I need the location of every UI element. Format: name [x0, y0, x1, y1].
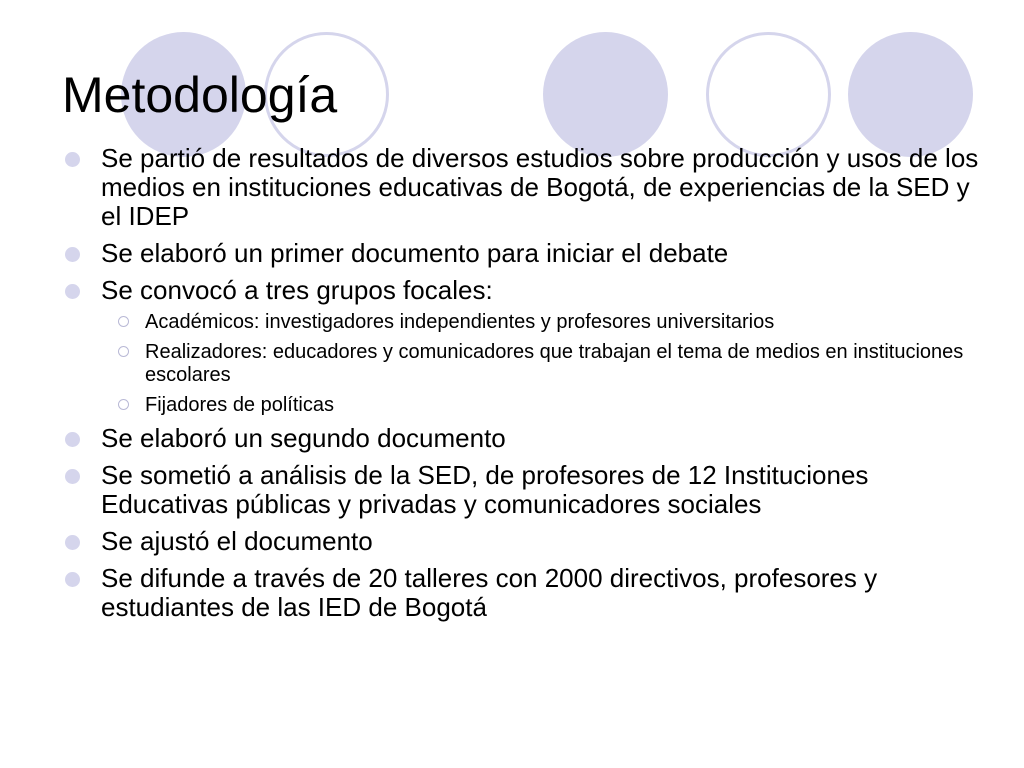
- bullet-dot-icon: [65, 572, 80, 587]
- list-item-text: Se convocó a tres grupos focales:: [101, 275, 493, 305]
- list-item: [62, 144, 992, 231]
- sub-list-item: [101, 311, 992, 334]
- bullet-dot-icon: [65, 432, 80, 447]
- list-item-text: Se ajustó el documento: [101, 526, 373, 556]
- list-item-text: Se elaboró un segundo documento: [101, 423, 506, 453]
- decorative-circle-ring: [706, 32, 831, 157]
- sub-list-item-text: Fijadores de políticas: [145, 394, 334, 416]
- slide-title: Metodología: [62, 67, 338, 123]
- list-item: [62, 424, 992, 453]
- list-item: [62, 276, 992, 417]
- decorative-circle-filled: [848, 32, 973, 157]
- list-item-text: Se partió de resultados de diversos estudios sobre producción y usos de los medios en instituciones educativas de Bogotá, de experiencias de la SED y el IDEP: [101, 143, 979, 231]
- bullet-ring-icon: [118, 346, 129, 357]
- list-item-text: Se elaboró un primer documento para iniciar el debate: [101, 238, 729, 268]
- decorative-circle-filled: [543, 32, 668, 157]
- sub-list-item-text: Realizadores: educadores y comunicadores que trabajan el tema de medios en instituciones escolares: [145, 341, 964, 386]
- bullet-dot-icon: [65, 284, 80, 299]
- list-item: [62, 239, 992, 268]
- list-item: [62, 461, 992, 519]
- list-item-text: Se sometió a análisis de la SED, de profesores de 12 Instituciones Educativas públicas y privadas y comunicadores sociales: [101, 460, 869, 519]
- sub-list-item: [101, 394, 992, 417]
- bullet-dot-icon: [65, 469, 80, 484]
- bullet-dot-icon: [65, 152, 80, 167]
- sub-list-item-text: Académicos: investigadores independientes y profesores universitarios: [145, 311, 775, 333]
- bullet-dot-icon: [65, 247, 80, 262]
- sub-bullet-list: [101, 311, 992, 417]
- bullet-ring-icon: [118, 316, 129, 327]
- list-item: [62, 527, 992, 556]
- bullet-dot-icon: [65, 535, 80, 550]
- list-item: [62, 564, 992, 622]
- sub-list-item: [101, 341, 992, 387]
- list-item-text: Se difunde a través de 20 talleres con 2000 directivos, profesores y estudiantes de las IED de Bogotá: [101, 563, 878, 622]
- bullet-ring-icon: [118, 399, 129, 410]
- bullet-list: [62, 144, 992, 630]
